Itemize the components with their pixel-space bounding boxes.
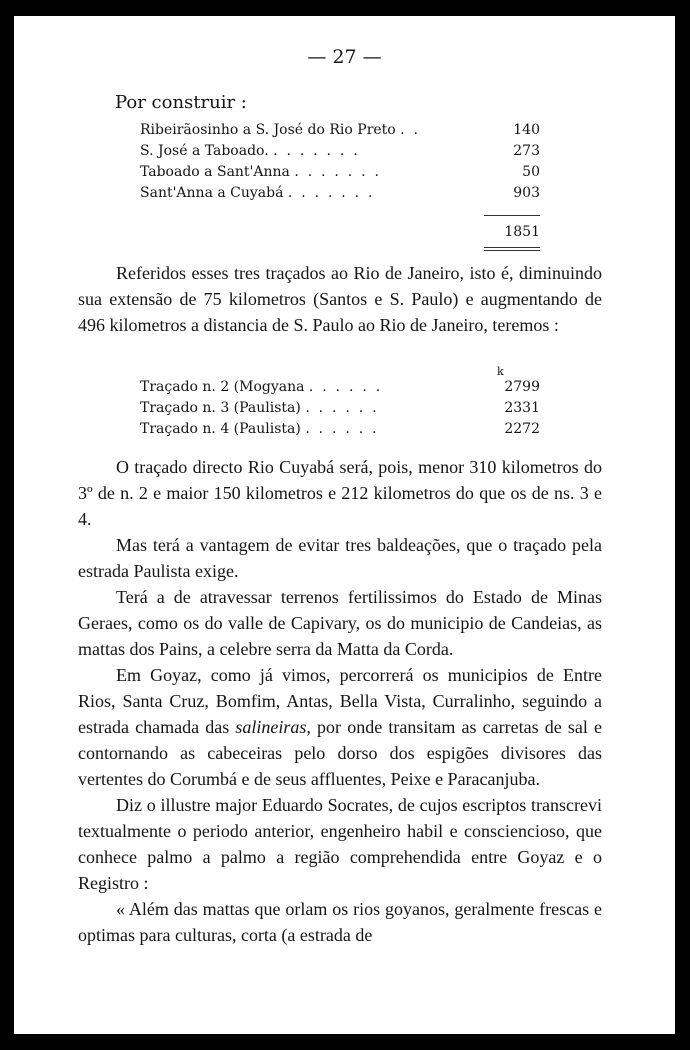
text-span: Em Goyaz, como já vimos, percorrerá os municipios de Entre Rios, Santa Cruz, Bomfim, Antas, Bella Vista, Curralinho, seguindo a estrada chamada das [78,665,602,737]
unit-label: k [497,365,504,378]
sum-rule [484,215,540,216]
table-row [140,120,540,141]
row-value: 273 [513,143,540,159]
book-page [14,16,675,1034]
row-label: Ribeirãosinho a S. José do Rio Preto . . [140,122,418,138]
row-value: 2272 [504,421,540,437]
row-label: Traçado n. 2 (Mogyana . . . . . . [140,379,381,395]
paragraph: « Além das mattas que orlam os rios goyanos, geralmente frescas e optimas para culturas, corta (a estrada de [78,899,602,945]
table-row [140,377,540,398]
paragraph [78,260,602,338]
paragraph: O traçado directo Rio Cuyabá será, pois, menor 310 kilometros do 3º de n. 2 e maior 150 kilometros e 212 kilometros do que os de ns. 3 e 4. [78,457,602,529]
paragraph: Mas terá a vantagem de evitar tres baldeações, que o traçado pela estrada Paulista exige. [78,535,602,581]
paragraph [78,662,602,792]
row-label: S. José a Taboado. . . . . . . . [140,143,358,159]
paragraph-text: Referidos esses tres traçados ao Rio de Janeiro, isto é, diminuindo sua extensão de 75 kilometros (Santos e S. Paulo) e augmentando de 496 kilometros a distancia de S. Paulo ao Rio de Janeiro, teremos : [78,263,602,335]
paragraph: Diz o illustre major Eduardo Socrates, de cujos escriptos transcrevi textualmente o periodo anterior, engenheiro habil e consciencioso, que conhece palmo a palmo a região comprehendida entre Goyaz e o Registro : [78,795,602,893]
distance-table-construir [140,120,540,204]
row-label: Sant'Anna a Cuyabá . . . . . . . [140,185,373,201]
table-total: 1851 [504,224,540,240]
row-label: Traçado n. 4 (Paulista) . . . . . . [140,421,377,437]
table-row [140,398,540,419]
body-text [78,454,602,948]
distance-table-tracados [140,377,540,440]
double-rule-bottom [484,250,540,251]
row-label: Taboado a Sant'Anna . . . . . . . [140,164,379,180]
row-value: 903 [513,185,540,201]
row-value: 50 [522,164,540,180]
table-row [140,141,540,162]
double-rule-top [484,247,540,248]
text-span: , por onde transitam as carretas de sal e contornando as cabeceiras pelo dorso dos espigões divisores das vertentes do Corumbá e de seus affluentes, Peixe e Paracanjuba. [78,717,603,789]
page-number: — 27 — [307,46,382,68]
section-heading: Por construir : [115,92,247,113]
row-value: 140 [513,122,540,138]
row-value: 2799 [504,379,540,395]
italic-term: salineiras [235,717,307,737]
row-value: 2331 [504,400,540,416]
row-label: Traçado n. 3 (Paulista) . . . . . . [140,400,377,416]
paragraph: Terá a de atravessar terrenos fertilissimos do Estado de Minas Geraes, como os do valle de Capivary, os do municipio de Candeias, as mattas dos Pains, a celebre serra da Matta da Corda. [78,587,602,659]
table-row [140,419,540,440]
table-row [140,162,540,183]
table-row [140,183,540,204]
